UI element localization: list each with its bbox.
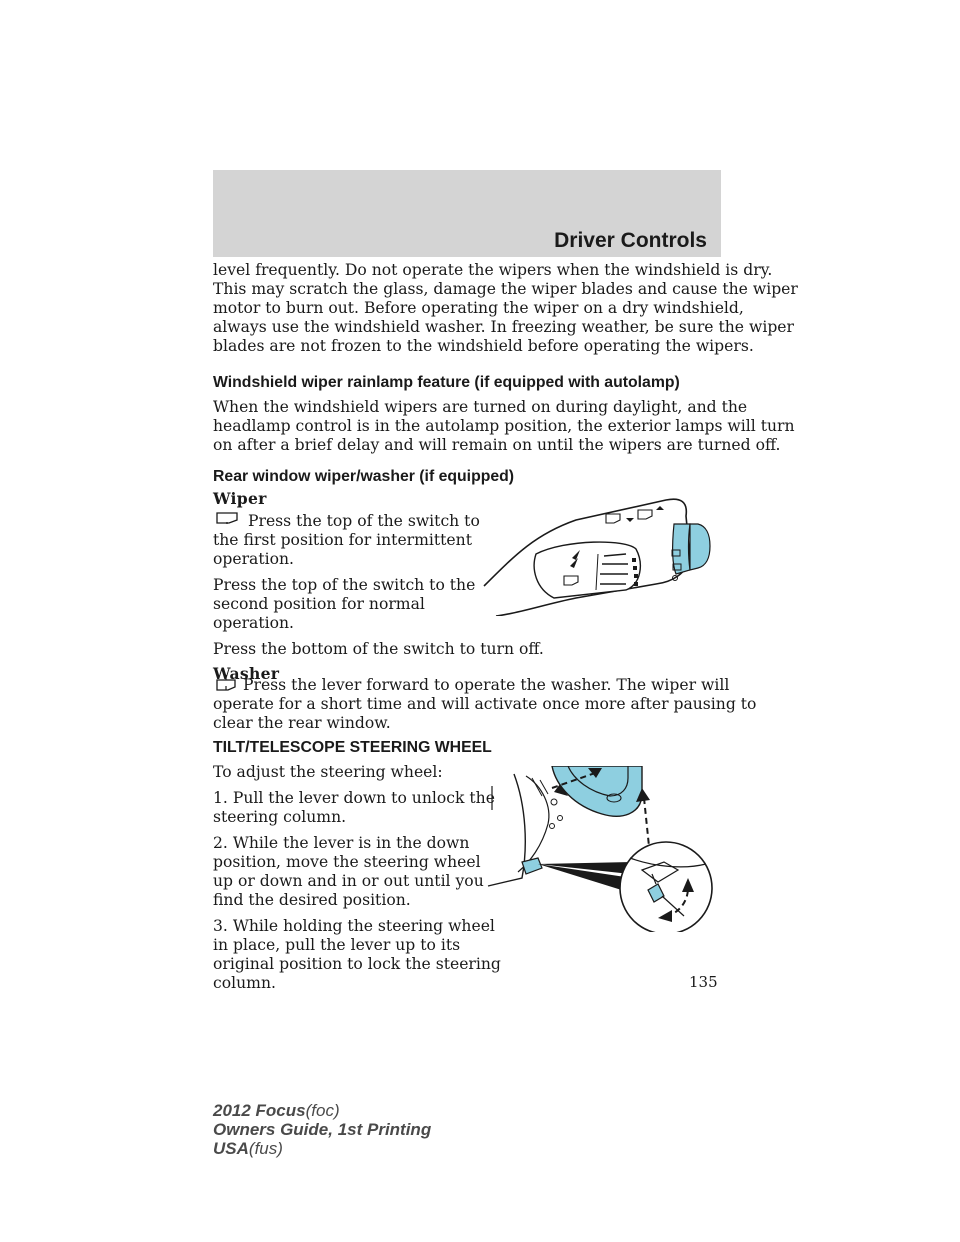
rainlamp-line: on after a brief delay and will remain on until the wipers are turned off. [213,436,781,454]
washer-line: clear the rear window. [213,714,391,732]
section-title: Driver Controls [554,229,707,252]
footer-imprint [213,1101,431,1158]
rainlamp-line: When the windshield wipers are turned on during daylight, and the [213,398,748,416]
page-number: 135 [689,973,718,991]
steering-column-illustration [482,766,718,932]
footer-market-code: (fus) [248,1139,283,1158]
footer-guide: Owners Guide, 1st Printing [213,1120,432,1139]
wiper-p1-line: Press the top of the switch to [248,512,480,530]
rear-wiper-icon [215,511,239,525]
header-bar [213,170,721,257]
footer-model: 2012 Focus [213,1101,306,1120]
tilt-step3-line: original position to lock the steering [213,955,501,973]
intro-line: level frequently. Do not operate the wipers when the windshield is dry. [213,261,773,279]
washer-label: Washer [213,664,280,683]
washer-line: Press the lever forward to operate the washer. The wiper will [243,676,730,694]
rear-washer-icon [215,674,237,692]
tilt-step2-line: find the desired position. [213,891,411,909]
tilt-intro: To adjust the steering wheel: [213,763,443,781]
intro-line: This may scratch the glass, damage the wiper blades and cause the wiper [213,280,798,298]
wiper-p2-line: second position for normal [213,595,425,613]
tilt-step2-line: 2. While the lever is in the down [213,834,470,852]
wiper-p3-line: Press the bottom of the switch to turn off. [213,640,544,658]
tilt-step2-line: position, move the steering wheel [213,853,481,871]
footer-market: USA [213,1139,249,1158]
wiper-p1-line: operation. [213,550,294,568]
intro-line: always use the windshield washer. In freezing weather, be sure the wiper [213,318,794,336]
washer-line: operate for a short time and will activate once more after pausing to [213,695,757,713]
tilt-step3-line: column. [213,974,276,992]
wiper-p2-line: Press the top of the switch to the [213,576,476,594]
rear-heading: Rear window wiper/washer (if equipped) [213,468,515,485]
rainlamp-line: headlamp control is in the autolamp position, the exterior lamps will turn [213,417,795,435]
rainlamp-heading: Windshield wiper rainlamp feature (if equipped with autolamp) [213,374,680,391]
wiper-stalk-illustration [476,494,716,616]
intro-line: blades are not frozen to the windshield before operating the wipers. [213,337,754,355]
wiper-p1-line: the first position for intermittent [213,531,472,549]
tilt-step1-line: steering column. [213,808,347,826]
wiper-label: Wiper [213,489,267,508]
tilt-step3-line: in place, pull the lever up to its [213,936,461,954]
intro-line: motor to burn out. Before operating the wiper on a dry windshield, [213,299,744,317]
tilt-step2-line: up or down and in or out until you [213,872,484,890]
tilt-heading: TILT/TELESCOPE STEERING WHEEL [213,739,492,756]
wiper-p2-line: operation. [213,614,294,632]
tilt-step3-line: 3. While holding the steering wheel [213,917,495,935]
footer-model-code: (foc) [305,1101,340,1120]
tilt-step1-line: 1. Pull the lever down to unlock the [213,789,495,807]
